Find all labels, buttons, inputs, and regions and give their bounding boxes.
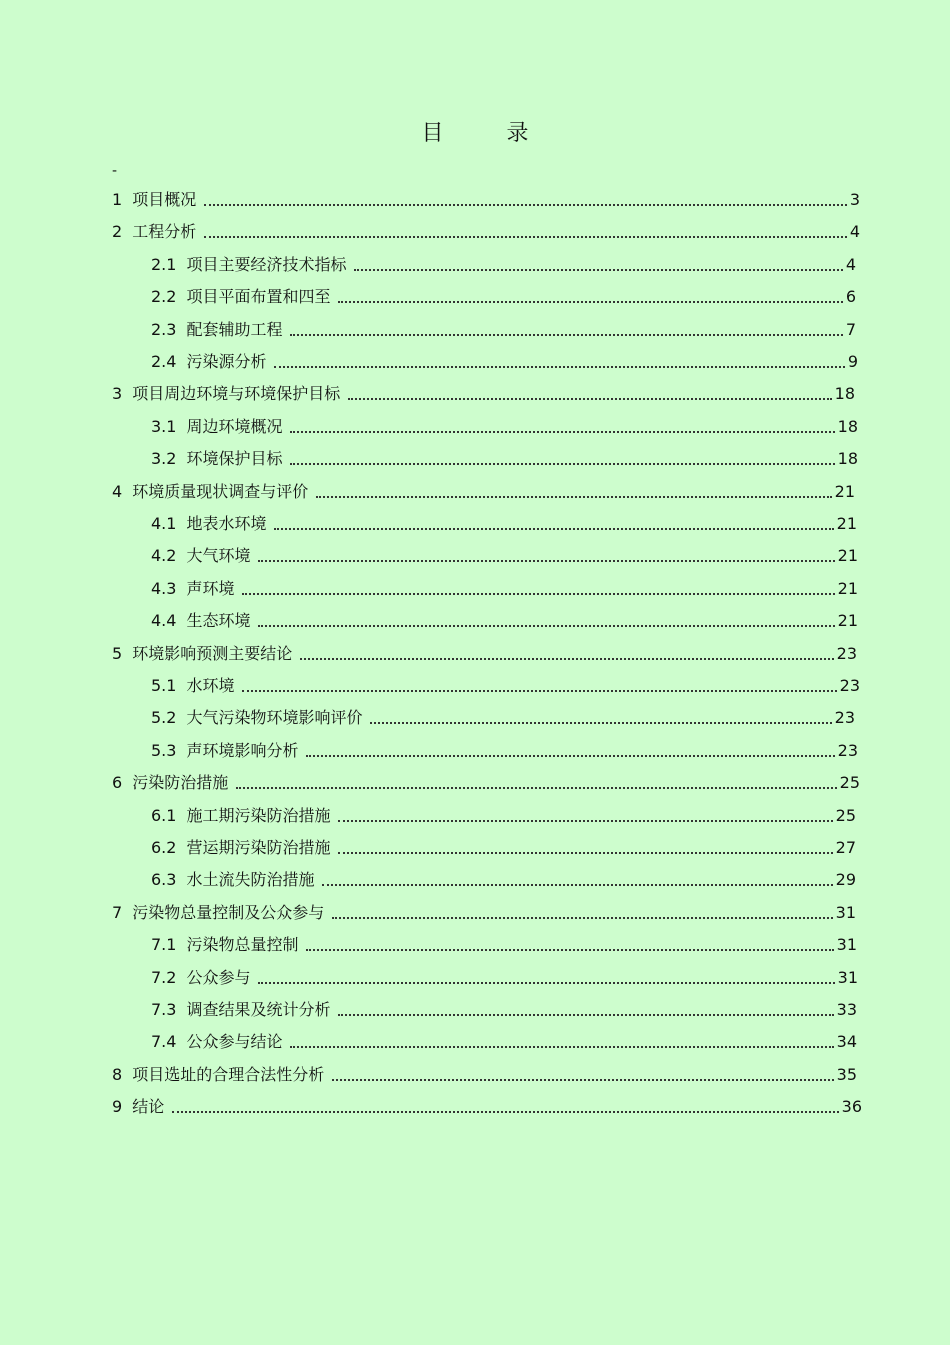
toc-entry[interactable] bbox=[151, 1031, 857, 1053]
toc-dot-leader bbox=[338, 851, 832, 854]
toc-entry-number: 7.4 bbox=[151, 1032, 177, 1052]
toc-dot-leader bbox=[316, 495, 831, 498]
toc-entry-label: 公众参与结论 bbox=[186, 1032, 283, 1052]
toc-entry-label: 项目概况 bbox=[132, 190, 197, 209]
toc-entry[interactable] bbox=[112, 902, 856, 924]
toc-entry-label: 项目周边环境与环境保护目标 bbox=[132, 384, 341, 404]
toc-dot-leader bbox=[338, 300, 842, 303]
toc-entry[interactable] bbox=[151, 740, 858, 762]
toc-dot-leader bbox=[290, 333, 842, 336]
toc-entry[interactable] bbox=[151, 578, 858, 600]
toc-entry-page-number: 18 bbox=[837, 416, 858, 436]
toc-dot-leader bbox=[354, 268, 842, 271]
toc-entry[interactable] bbox=[151, 545, 858, 567]
toc-entry-number: 6 bbox=[112, 773, 123, 793]
toc-entry[interactable] bbox=[112, 772, 860, 794]
toc-entry-page-number: 36 bbox=[841, 1097, 862, 1117]
toc-entry-label: 结论 bbox=[132, 1097, 165, 1117]
toc-entry[interactable] bbox=[151, 967, 858, 989]
toc-dot-leader bbox=[274, 365, 844, 368]
toc-dot-leader bbox=[242, 689, 836, 692]
toc-entry-label: 大气污染物环境影响评价 bbox=[186, 708, 363, 728]
toc-entry-number: 7.3 bbox=[151, 1000, 177, 1019]
toc-entry[interactable] bbox=[112, 643, 857, 665]
toc-entry-page-number: 18 bbox=[837, 449, 858, 469]
toc-entry[interactable] bbox=[151, 286, 856, 308]
toc-entry-page-number: 18 bbox=[834, 384, 855, 404]
toc-entry-label: 污染物总量控制 bbox=[186, 935, 299, 955]
toc-entry-number: 2.2 bbox=[151, 287, 177, 307]
toc-entry-number: 5 bbox=[112, 643, 123, 663]
toc-entry-page-number: 7 bbox=[845, 319, 856, 339]
toc-dot-leader bbox=[258, 559, 834, 562]
toc-entry-number: 8 bbox=[112, 1064, 123, 1084]
toc-entry-page-number: 21 bbox=[837, 611, 858, 631]
toc-dot-leader bbox=[290, 430, 834, 433]
toc-entry-page-number: 33 bbox=[836, 1000, 857, 1019]
page-title: 目 录 bbox=[421, 121, 557, 146]
toc-entry-label: 水土流失防治措施 bbox=[186, 870, 315, 890]
toc-entry-page-number: 27 bbox=[835, 838, 856, 857]
toc-dot-leader bbox=[258, 624, 834, 627]
toc-entry-label: 周边环境概况 bbox=[186, 416, 283, 436]
dash-mark: - bbox=[112, 163, 118, 179]
toc-entry-number: 4.1 bbox=[151, 514, 177, 533]
toc-entry-page-number: 25 bbox=[835, 805, 856, 825]
toc-entry-label: 营运期污染防治措施 bbox=[186, 838, 331, 857]
toc-entry-label: 项目平面布置和四至 bbox=[186, 287, 331, 307]
toc-entry-page-number: 3 bbox=[849, 190, 860, 209]
toc-entry[interactable] bbox=[112, 481, 855, 503]
toc-entry-number: 7.2 bbox=[151, 967, 177, 987]
toc-entry-page-number: 23 bbox=[834, 708, 855, 728]
toc-entry-number: 2 bbox=[112, 222, 123, 242]
toc-entry[interactable] bbox=[151, 513, 857, 535]
toc-entry-page-number: 31 bbox=[835, 902, 856, 922]
toc-entry-page-number: 23 bbox=[839, 676, 860, 695]
toc-entry[interactable] bbox=[151, 837, 856, 859]
toc-entry-number: 1 bbox=[112, 190, 123, 209]
toc-dot-leader bbox=[290, 1045, 833, 1048]
toc-entry-page-number: 31 bbox=[837, 967, 858, 987]
toc-entry[interactable] bbox=[112, 1064, 857, 1086]
toc-entry[interactable] bbox=[112, 221, 860, 243]
toc-entry-page-number: 9 bbox=[847, 352, 858, 371]
toc-entry[interactable] bbox=[151, 254, 856, 276]
toc-dot-leader bbox=[322, 883, 832, 886]
toc-entry-page-number: 35 bbox=[836, 1064, 857, 1084]
toc-dot-leader bbox=[274, 527, 833, 530]
toc-entry[interactable] bbox=[112, 189, 860, 211]
toc-entry-number: 5.1 bbox=[151, 676, 177, 695]
toc-entry-label: 污染物总量控制及公众参与 bbox=[132, 902, 325, 922]
toc-entry-label: 大气环境 bbox=[186, 546, 251, 566]
toc-dot-leader bbox=[236, 786, 836, 789]
toc-entry[interactable] bbox=[151, 448, 858, 470]
toc-dot-leader bbox=[306, 948, 833, 951]
toc-dot-leader bbox=[306, 754, 834, 757]
toc-dot-leader bbox=[332, 916, 832, 919]
toc-dot-leader bbox=[332, 1078, 833, 1081]
toc-entry-number: 2.4 bbox=[151, 352, 177, 371]
toc-entry[interactable] bbox=[151, 416, 858, 438]
toc-entry-label: 地表水环境 bbox=[186, 514, 267, 533]
toc-entry-label: 水环境 bbox=[186, 676, 235, 695]
toc-entry-page-number: 4 bbox=[845, 254, 856, 274]
toc-entry-page-number: 31 bbox=[836, 935, 857, 955]
toc-entry-page-number: 21 bbox=[836, 514, 857, 533]
toc-entry-page-number: 6 bbox=[845, 287, 856, 307]
toc-entry[interactable] bbox=[151, 934, 857, 956]
toc-entry-page-number: 21 bbox=[837, 546, 858, 566]
toc-entry-number: 4.3 bbox=[151, 578, 177, 598]
toc-entry-number: 4 bbox=[112, 481, 123, 501]
toc-dot-leader bbox=[290, 462, 834, 465]
toc-dot-leader bbox=[172, 1110, 838, 1113]
toc-entry-number: 4.2 bbox=[151, 546, 177, 566]
toc-entry-number: 5.2 bbox=[151, 708, 177, 728]
toc-entry-label: 环境影响预测主要结论 bbox=[132, 643, 293, 663]
toc-dot-leader bbox=[338, 819, 832, 822]
toc-entry-label: 配套辅助工程 bbox=[186, 319, 283, 339]
toc-entry-page-number: 21 bbox=[837, 578, 858, 598]
toc-entry-label: 调查结果及统计分析 bbox=[186, 1000, 331, 1019]
toc-entry-number: 3 bbox=[112, 384, 123, 404]
toc-dot-leader bbox=[204, 203, 847, 206]
toc-entry-number: 6.2 bbox=[151, 838, 177, 857]
toc-entry-label: 项目主要经济技术指标 bbox=[186, 254, 347, 274]
toc-entry-label: 环境质量现状调查与评价 bbox=[132, 481, 309, 501]
toc-entry-number: 6.3 bbox=[151, 870, 177, 890]
toc-entry-page-number: 21 bbox=[834, 481, 855, 501]
toc-entry[interactable] bbox=[151, 999, 857, 1021]
toc-entry-number: 3.2 bbox=[151, 449, 177, 469]
toc-entry-number: 5.3 bbox=[151, 740, 177, 760]
toc-entry-label: 环境保护目标 bbox=[186, 449, 283, 469]
toc-entry[interactable] bbox=[151, 351, 858, 373]
toc-entry-page-number: 23 bbox=[836, 643, 857, 663]
toc-entry-label: 施工期污染防治措施 bbox=[186, 805, 331, 825]
toc-dot-leader bbox=[258, 981, 834, 984]
toc-entry-number: 2.1 bbox=[151, 254, 177, 274]
toc-dot-leader bbox=[204, 235, 847, 238]
toc-entry-number: 9 bbox=[112, 1097, 123, 1117]
toc-dot-leader bbox=[338, 1013, 833, 1016]
toc-entry-page-number: 23 bbox=[837, 740, 858, 760]
toc-entry-label: 声环境影响分析 bbox=[186, 740, 299, 760]
toc-entry[interactable] bbox=[151, 675, 860, 697]
toc-entry[interactable] bbox=[151, 869, 856, 891]
toc-entry-number: 3.1 bbox=[151, 416, 177, 436]
toc-entry-page-number: 25 bbox=[839, 773, 860, 793]
toc-entry-label: 公众参与 bbox=[186, 967, 251, 987]
toc-entry[interactable] bbox=[151, 319, 856, 341]
toc-entry-number: 4.4 bbox=[151, 611, 177, 631]
toc-entry-number: 6.1 bbox=[151, 805, 177, 825]
toc-dot-leader bbox=[348, 397, 831, 400]
toc-entry[interactable] bbox=[112, 1096, 862, 1118]
toc-entry[interactable] bbox=[151, 805, 856, 827]
toc-entry-label: 污染源分析 bbox=[186, 352, 267, 371]
toc-dot-leader bbox=[370, 721, 831, 724]
toc-entry[interactable] bbox=[151, 610, 858, 632]
toc-entry-number: 2.3 bbox=[151, 319, 177, 339]
toc-entry-number: 7.1 bbox=[151, 935, 177, 955]
toc-entry-label: 工程分析 bbox=[132, 222, 197, 242]
toc-entry-page-number: 34 bbox=[836, 1032, 857, 1052]
toc-dot-leader bbox=[300, 657, 833, 660]
toc-entry-label: 项目选址的合理合法性分析 bbox=[132, 1064, 325, 1084]
toc-entry[interactable] bbox=[112, 383, 855, 405]
toc-entry-number: 7 bbox=[112, 902, 123, 922]
toc-entry[interactable] bbox=[151, 707, 855, 729]
toc-entry-label: 声环境 bbox=[186, 578, 235, 598]
toc-entry-page-number: 4 bbox=[849, 222, 860, 242]
toc-dot-leader bbox=[242, 592, 834, 595]
toc-entry-label: 生态环境 bbox=[186, 611, 251, 631]
toc-entry-label: 污染防治措施 bbox=[132, 773, 229, 793]
toc-entry-page-number: 29 bbox=[835, 870, 856, 890]
